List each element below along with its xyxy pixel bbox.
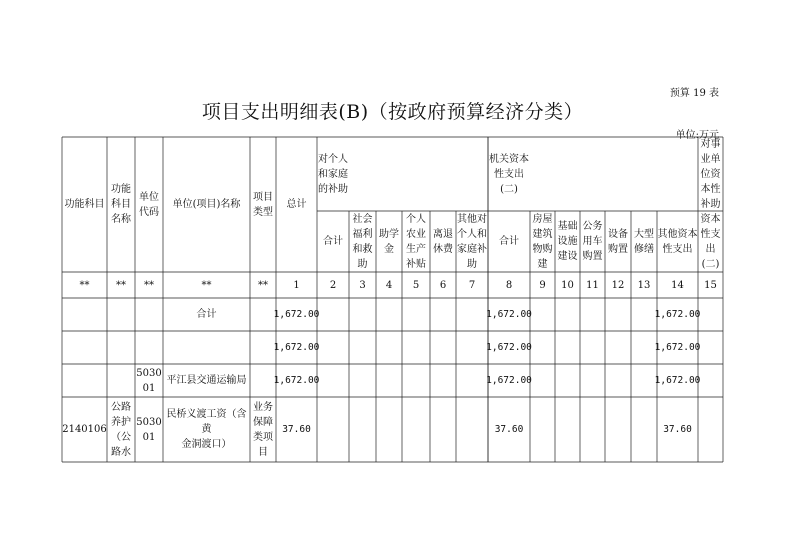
index-cell: 4 — [385, 279, 393, 291]
table-cell: 37.60 — [494, 424, 524, 435]
table-cell: 合计 — [196, 309, 217, 320]
table-cell — [349, 397, 376, 462]
table-cell: 1,672.00 — [273, 342, 320, 353]
table-cell — [349, 298, 376, 331]
table-cell: 业务 保障 类项 目 — [253, 401, 273, 458]
table-cell — [698, 364, 723, 397]
header-sub-sub-agri: 个人 农业 生产 补贴 — [406, 213, 426, 270]
table-cell: 1,672.00 — [486, 309, 532, 320]
header-sub-sub-equip: 设备 购置 — [608, 228, 628, 255]
index-cell: ** — [79, 279, 90, 291]
index-cell: 7 — [468, 279, 476, 291]
index-cell: ** — [144, 279, 154, 291]
table-cell — [402, 364, 430, 397]
table-cell: 平江县交通运输局 — [166, 375, 247, 386]
table-cell — [107, 298, 135, 331]
index-cell: 2 — [329, 279, 337, 291]
table-cell — [631, 298, 657, 331]
table-cell — [698, 331, 723, 364]
table-cell — [376, 364, 402, 397]
table-cell — [631, 331, 657, 364]
header-sub-sub-vehicle: 公务 用车 购置 — [582, 221, 603, 262]
header-group-personal-subsidy: 对个人 和家庭 的补助 — [318, 153, 348, 195]
table-cell — [555, 298, 580, 331]
table-cell — [107, 364, 135, 397]
index-cell: 9 — [539, 279, 546, 291]
table-cell — [250, 331, 276, 364]
table-cell — [62, 364, 107, 397]
table-cell — [698, 397, 723, 462]
table-cell — [530, 298, 555, 331]
table-cell — [555, 364, 580, 397]
header-sub-sub-welfare: 社会 福利 和救 助 — [352, 213, 373, 270]
index-cell: 6 — [439, 279, 447, 291]
index-cell: ** — [116, 279, 126, 291]
table-cell — [456, 331, 488, 364]
table-cell — [530, 331, 555, 364]
table-cell — [376, 331, 402, 364]
table-cell — [250, 364, 276, 397]
table-cell — [605, 331, 631, 364]
table-cell — [580, 397, 605, 462]
table-cell — [107, 331, 135, 364]
table-cell — [555, 331, 580, 364]
table-cell — [430, 298, 456, 331]
table-cell: 37.60 — [282, 424, 311, 435]
index-cell: 5 — [412, 279, 420, 291]
table-cell — [430, 397, 456, 462]
header-unit-code: 单位 代码 — [139, 191, 159, 218]
header-sub-sub-repair: 大型 修缮 — [634, 228, 654, 255]
header-sub-sub-other-capital: 其他资本 性支出 — [657, 228, 698, 255]
table-cell — [349, 364, 376, 397]
page-title: 项目支出明细表(B)（按政府预算经济分类） — [201, 101, 584, 123]
table-cell — [135, 331, 163, 364]
table-cell — [62, 298, 107, 331]
table-cell: 1,672.00 — [654, 375, 701, 386]
index-cell: 3 — [359, 279, 366, 291]
table-cell — [402, 331, 430, 364]
table-cell — [580, 298, 605, 331]
table-cell: 公路 养护 （公 路水 — [111, 401, 131, 458]
table-cell: 1,672.00 — [486, 342, 532, 353]
index-cell: ** — [258, 279, 268, 291]
table-cell — [605, 397, 631, 462]
header-group-capital-expense: 机关资本 性支出 (二) — [489, 153, 529, 195]
header-func-name: 功能 科目 名称 — [111, 184, 131, 225]
table-cell — [605, 364, 631, 397]
form-number: 预算 19 表 — [669, 88, 719, 99]
table-cell: 2140106 — [62, 424, 107, 435]
table-cell — [317, 298, 349, 331]
table-cell: 37.60 — [663, 424, 692, 435]
table-cell — [376, 397, 402, 462]
table-cell — [317, 364, 349, 397]
table-cell: 503001 — [136, 367, 162, 394]
header-sub-sub-housing: 房屋 建筑 物购 建 — [532, 213, 553, 270]
table-cell: 1,672.00 — [654, 342, 701, 353]
index-cell: 12 — [611, 279, 625, 291]
header-sub-sub-infra: 基础 设施 建设 — [557, 221, 578, 262]
index-cell: 15 — [704, 279, 717, 291]
table-cell — [456, 364, 488, 397]
table-cell: 民桥义渡工资（含黄 金洞渡口） — [166, 409, 247, 450]
table-cell — [456, 397, 488, 462]
table-cell: 1,672.00 — [273, 375, 320, 386]
index-cell: 14 — [671, 279, 684, 291]
table-cell — [456, 298, 488, 331]
index-cell: 1 — [293, 279, 300, 291]
header-project-type: 项目 类型 — [253, 191, 273, 218]
table-cell — [631, 397, 657, 462]
header-group-public-capital: 对事 业单 位资 本性 补助 — [700, 138, 721, 210]
table-cell — [62, 331, 107, 364]
table-cell — [317, 397, 349, 462]
header-func-subject: 功能科目 — [64, 199, 105, 210]
table-cell: 1,672.00 — [273, 309, 320, 320]
header-sub-sub-total-a: 合计 — [323, 236, 343, 247]
index-cell: 10 — [561, 279, 574, 291]
table-cell — [430, 364, 456, 397]
header-total: 总计 — [286, 199, 307, 210]
table-cell — [580, 364, 605, 397]
table-cell — [402, 298, 430, 331]
table-cell: 503001 — [136, 416, 162, 443]
table-cell — [250, 298, 276, 331]
table-cell: 1,672.00 — [486, 375, 532, 386]
unit-label: 单位:万元 — [675, 130, 719, 141]
table-cell — [580, 331, 605, 364]
header-sub-sub-total-b: 合计 — [499, 236, 519, 247]
table-cell — [631, 364, 657, 397]
table-cell — [605, 298, 631, 331]
table-cell — [430, 331, 456, 364]
table-cell — [317, 331, 349, 364]
table-cell — [698, 298, 723, 331]
index-cell: 13 — [637, 279, 651, 291]
table-cell — [530, 364, 555, 397]
index-cell: 11 — [586, 279, 599, 291]
table-cell — [349, 331, 376, 364]
table-cell — [530, 397, 555, 462]
table-cell — [163, 331, 250, 364]
table-cell — [376, 298, 402, 331]
header-sub-sub-grant: 助学 金 — [379, 228, 399, 255]
header-sub-sub-capital2: 资本 性支 出 (二) — [700, 213, 721, 270]
header-unit-name: 单位(项目)名称 — [172, 199, 241, 210]
table-cell: 1,672.00 — [654, 309, 701, 320]
table-cell — [135, 298, 163, 331]
table-cell — [555, 397, 580, 462]
index-cell: ** — [201, 279, 212, 291]
header-sub-sub-retire: 离退 休费 — [433, 228, 453, 255]
table-cell — [402, 397, 430, 462]
index-cell: 8 — [505, 279, 513, 291]
header-sub-sub-other-personal: 其他对 个人和 家庭补 助 — [457, 213, 487, 270]
